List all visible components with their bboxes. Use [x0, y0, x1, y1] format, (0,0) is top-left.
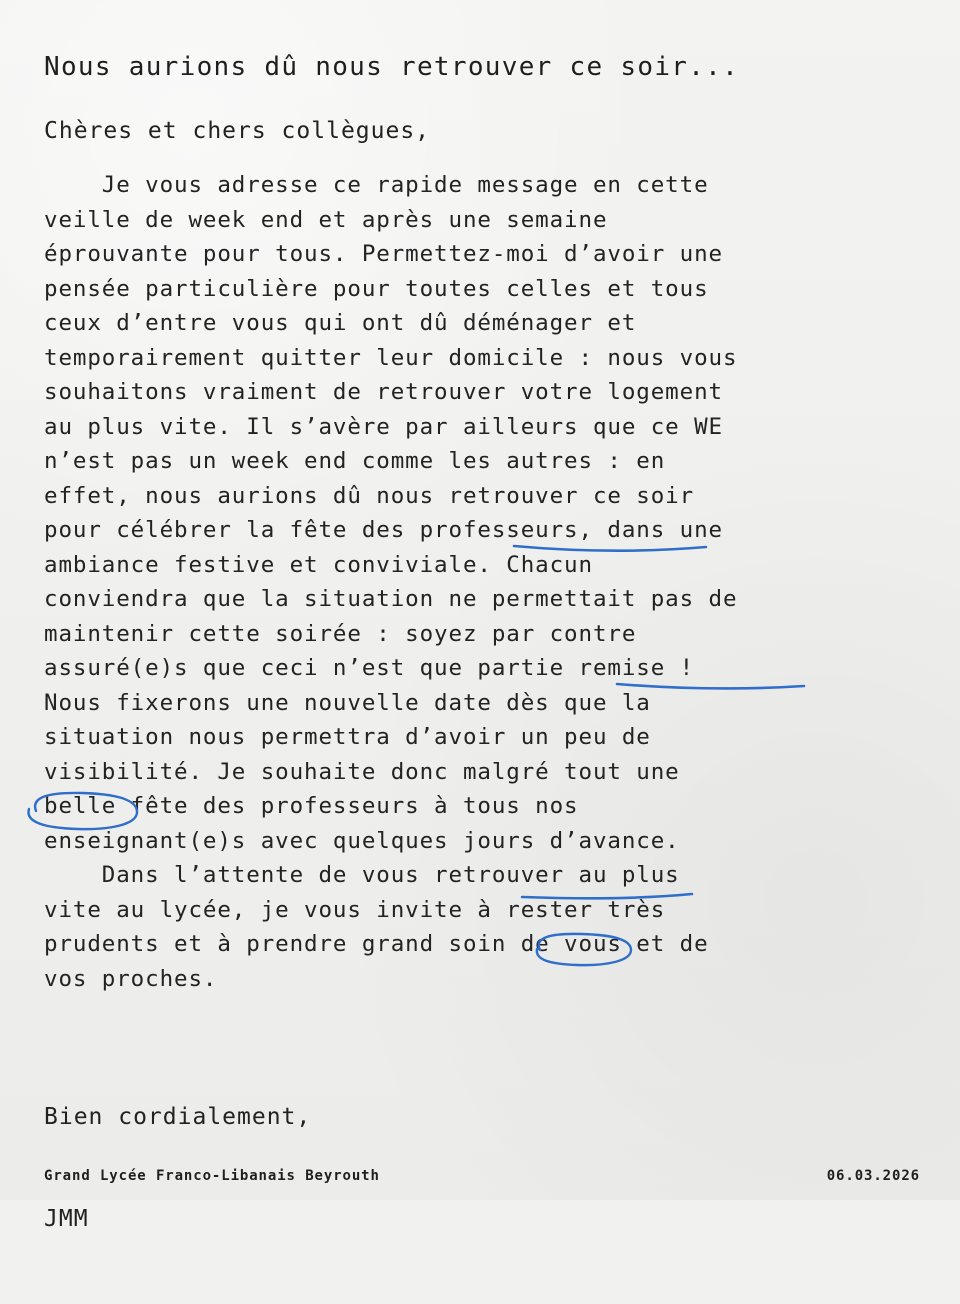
footer-date: 06.03.2026	[826, 1168, 920, 1184]
body-line: Nous fixerons une nouvelle date dès que la	[44, 689, 651, 716]
body-line: situation nous permettra d’avoir un peu de	[44, 724, 651, 750]
body-line: veille de week end et après une semaine	[44, 206, 608, 233]
body-line: éprouvante pour tous. Permettez-moi d’avoir une	[44, 241, 723, 267]
letter-body	[44, 168, 924, 996]
body-line: Dans l’attente de vous retrouver au plus	[44, 862, 680, 888]
body-line: n’est pas un week end comme les autres : en	[44, 448, 666, 474]
greeting: Chères et chers collègues,	[44, 118, 431, 144]
signature: JMM	[44, 1206, 89, 1232]
body-line: effet, nous aurions dû nous retrouver ce soir	[44, 482, 695, 509]
body-line: vos proches.	[44, 965, 218, 992]
letter-title: Nous aurions dû nous retrouver ce soir...	[44, 52, 740, 82]
body-line: pensée particulière pour toutes celles et tous	[44, 275, 709, 302]
body-line: visibilité. Je souhaite donc malgré tout une	[44, 758, 680, 785]
body-line: belle fête des professeurs à tous nos	[44, 793, 579, 819]
body-line: ceux d’entre vous qui ont dû déménager et	[44, 310, 637, 336]
footer-school: Grand Lycée Franco-Libanais Beyrouth	[44, 1168, 380, 1184]
body-line: conviendra que la situation ne permettait pas de	[44, 586, 738, 612]
body-line: enseignant(e)s avec quelques jours d’avance.	[44, 827, 680, 854]
body-line: prudents et à prendre grand soin de vous et de	[44, 931, 709, 957]
body-line: au plus vite. Il s’avère par ailleurs que ce WE	[44, 413, 723, 440]
body-line: Je vous adresse ce rapide message en cette	[44, 172, 709, 198]
body-line: ambiance festive et conviviale. Chacun	[44, 551, 593, 578]
body-line: souhaitons vraiment de retrouver votre logement	[44, 379, 723, 405]
body-line: assuré(e)s que ceci n’est que partie remise !	[44, 655, 695, 681]
closing-line: Bien cordialement,	[44, 1104, 312, 1130]
body-line: pour célébrer la fête des professeurs, dans une	[44, 517, 723, 543]
body-line: maintenir cette soirée : soyez par contre	[44, 620, 637, 647]
body-line: vite au lycée, je vous invite à rester très	[44, 896, 666, 923]
body-line: temporairement quitter leur domicile : nous vous	[44, 344, 738, 371]
